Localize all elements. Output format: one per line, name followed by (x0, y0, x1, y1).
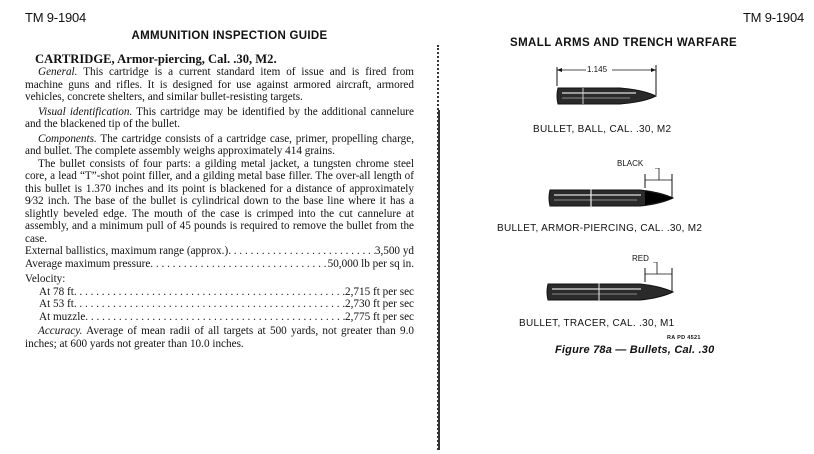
bullet-tracer-drawing (545, 262, 680, 310)
section-title-right: SMALL ARMS AND TRENCH WARFARE (510, 37, 738, 49)
leader-dots (228, 245, 375, 258)
leader-dots (74, 286, 345, 299)
arrow-left (557, 68, 562, 72)
velocity-value: 2,715 ft per sec (345, 285, 414, 298)
bullet-body (547, 284, 673, 300)
marker-label-black: BLACK (617, 159, 644, 168)
left-column (25, 30, 414, 350)
velocity-value: 2,775 ft per sec (345, 310, 414, 323)
spec-row (25, 245, 414, 258)
leader-dots (150, 258, 327, 271)
velocity-row (25, 311, 414, 324)
accuracy-paragraph (25, 325, 414, 350)
page-header-right: TM 9-1904 (742, 10, 804, 25)
leader-dots (85, 311, 345, 324)
general-text: This cartridge is a current standard item of issue and is fired from machine guns and rifles. It is designed for use against armored aircraft, armored vehicles, concrete shelters, and similar bullet-resisting targets. (25, 66, 414, 103)
dimension-label-length: 1.145 (587, 65, 608, 74)
spec-label: Average maximum pressure (25, 257, 151, 270)
general-paragraph (25, 66, 414, 104)
cartridge-title: CARTRIDGE, Armor-piercing, Cal. .30, M2. (35, 52, 277, 66)
section-title-left: AMMUNITION INSPECTION GUIDE (131, 30, 328, 42)
velocity-label: At 53 ft (39, 298, 74, 310)
column-divider-solid (438, 110, 440, 450)
visual-text: This cartridge may be identified by the additional cannelure and the blackened tip of the bullet. (25, 105, 415, 130)
spec-value: 3,500 yd (374, 245, 414, 257)
velocity-row (25, 298, 414, 311)
general-lead: General. (38, 66, 78, 78)
velocity-value: 2,730 ft per sec (345, 298, 414, 310)
arrow-right (651, 68, 656, 72)
accuracy-text: Average of mean radii of all targets at 500 yards, not greater than 9.0 inches; at 600 yards not greater than 10.0 inches. (25, 325, 414, 350)
velocity-row (25, 286, 414, 299)
visual-identification-paragraph (25, 106, 414, 131)
leader-dots (74, 298, 345, 311)
components-lead: Components. (38, 132, 97, 145)
bullet-paragraph: The bullet consists of four parts: a gilding metal jacket, a tungsten chrome steel core, a lead “T”-shot point filler, and a gilding metal base filler. The over-all length of this bullet is 1.370 inches and its point is blackened for a distance of approximately 9⁄32 inch. The base of the bullet is cylindrical down to the base line where it has a slightly beveled edge. The mouth of the case is crimped into the cut cannelure at assembly, and a minimum pull of 45 pounds is required to remove the bullet from the case. (25, 157, 414, 245)
components-text: The cartridge consists of a cartridge case, primer, propelling charge, and bullet. The complete assembly weighs approximately 414 grains. (25, 132, 414, 157)
caption-tracer: BULLET, TRACER, CAL. .30, M1 (519, 318, 675, 329)
page-header-left: TM 9-1904 (25, 10, 87, 25)
caption-ball: BULLET, BALL, CAL. .30, M2 (533, 124, 672, 135)
velocity-label: At muzzle (39, 310, 86, 323)
spec-label: External ballistics, maximum range (approx.) (25, 245, 229, 257)
reference-number: RA PD 4521 (667, 335, 701, 341)
spec-row (25, 258, 414, 271)
velocity-heading: Velocity: (25, 273, 66, 285)
visual-lead: Visual identification. (38, 105, 133, 118)
components-paragraph (25, 133, 414, 158)
accuracy-lead: Accuracy. (38, 325, 83, 337)
figure-caption: Figure 78a — Bullets, Cal. .30 (555, 344, 715, 356)
marker-label-red: RED (632, 254, 649, 263)
caption-ap: BULLET, ARMOR-PIERCING, CAL. .30, M2 (497, 223, 703, 234)
velocity-label: At 78 ft (39, 285, 74, 298)
spec-value: 50,000 lb per sq in. (327, 257, 414, 270)
bullet-ball-drawing (548, 62, 668, 114)
bullet-body (557, 88, 656, 104)
bullet-ap-drawing (545, 168, 680, 216)
